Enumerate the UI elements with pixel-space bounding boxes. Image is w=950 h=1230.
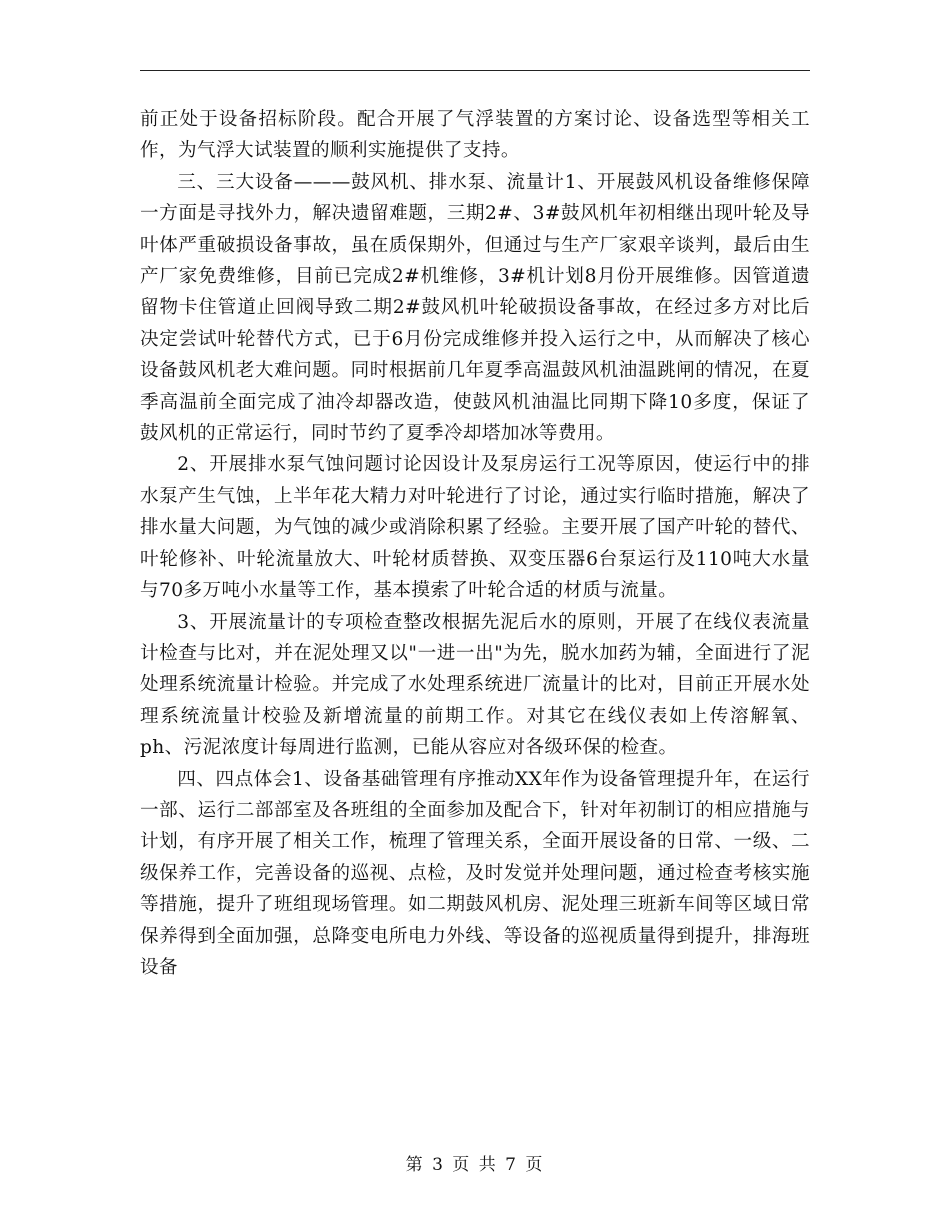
page-number-footer: 第 3 页 共 7 页 <box>405 1155 545 1175</box>
paragraph-4: 3、开展流量计的专项检查整改根据先泥后水的原则，开展了在线仪表流量计检查与比对，并在泥处理又以"一进一出"为先，脱水加药为辅，全面进行了泥处理系统流量计检验。并完成了水处理系统进厂流量计的比对，目前正开展水处理系统流量计校验及新增流量的前期工作。对其它在线仪表如上传溶解氧、ph、污泥浓度计每周进行监测，已能从容应对各级环保的检查。 <box>140 611 810 759</box>
document-body <box>140 104 810 983</box>
paragraph-2: 三、三大设备———鼓风机、排水泵、流量计1、开展鼓风机设备维修保障一方面是寻找外力，解决遗留难题，三期2#、3#鼓风机年初相继出现叶轮及导叶体严重破损设备事故，虽在质保期外，但通过与生产厂家艰辛谈判，最后由生产厂家免费维修，目前已完成2#机维修，3#机计划8月份开展维修。因管道遗留物卡住管道止回阀导致二期2#鼓风机叶轮破损设备事故，在经过多方对比后决定尝试叶轮替代方式，已于6月份完成维修并投入运行之中，从而解决了核心设备鼓风机老大难问题。同时根据前几年夏季高温鼓风机油温跳闸的情况，在夏季高温前全面完成了油冷却器改造，使鼓风机油温比同期下降10多度，保证了鼓风机的正常运行，同时节约了夏季冷却塔加冰等费用。 <box>140 171 810 445</box>
header-rule <box>140 70 810 71</box>
paragraph-5: 四、四点体会1、设备基础管理有序推动XX年作为设备管理提升年，在运行一部、运行二部部室及各班组的全面参加及配合下，针对年初制订的相应措施与计划，有序开展了相关工作，梳理了管理关系，全面开展设备的日常、一级、二级保养工作，完善设备的巡视、点检，及时发觉并处理问题，通过检查考核实施等措施，提升了班组现场管理。如二期鼓风机房、泥处理三班新车间等区域日常保养得到全面加强，总降变电所电力外线、等设备的巡视质量得到提升，排海班设备 <box>140 768 810 978</box>
paragraph-3: 2、开展排水泵气蚀问题讨论因设计及泵房运行工况等原因，使运行中的排水泵产生气蚀，上半年花大精力对叶轮进行了讨论，通过实行临时措施，解决了排水量大问题，为气蚀的减少或消除积累了经验。主要开展了国产叶轮的替代、叶轮修补、叶轮流量放大、叶轮材质替换、双变压器6台泵运行及110吨大水量与70多万吨小水量等工作，基本摸索了叶轮合适的材质与流量。 <box>140 454 810 602</box>
paragraph-1: 前正处于设备招标阶段。配合开展了气浮装置的方案讨论、设备选型等相关工作，为气浮大试装置的顺利实施提供了支持。 <box>140 109 810 162</box>
